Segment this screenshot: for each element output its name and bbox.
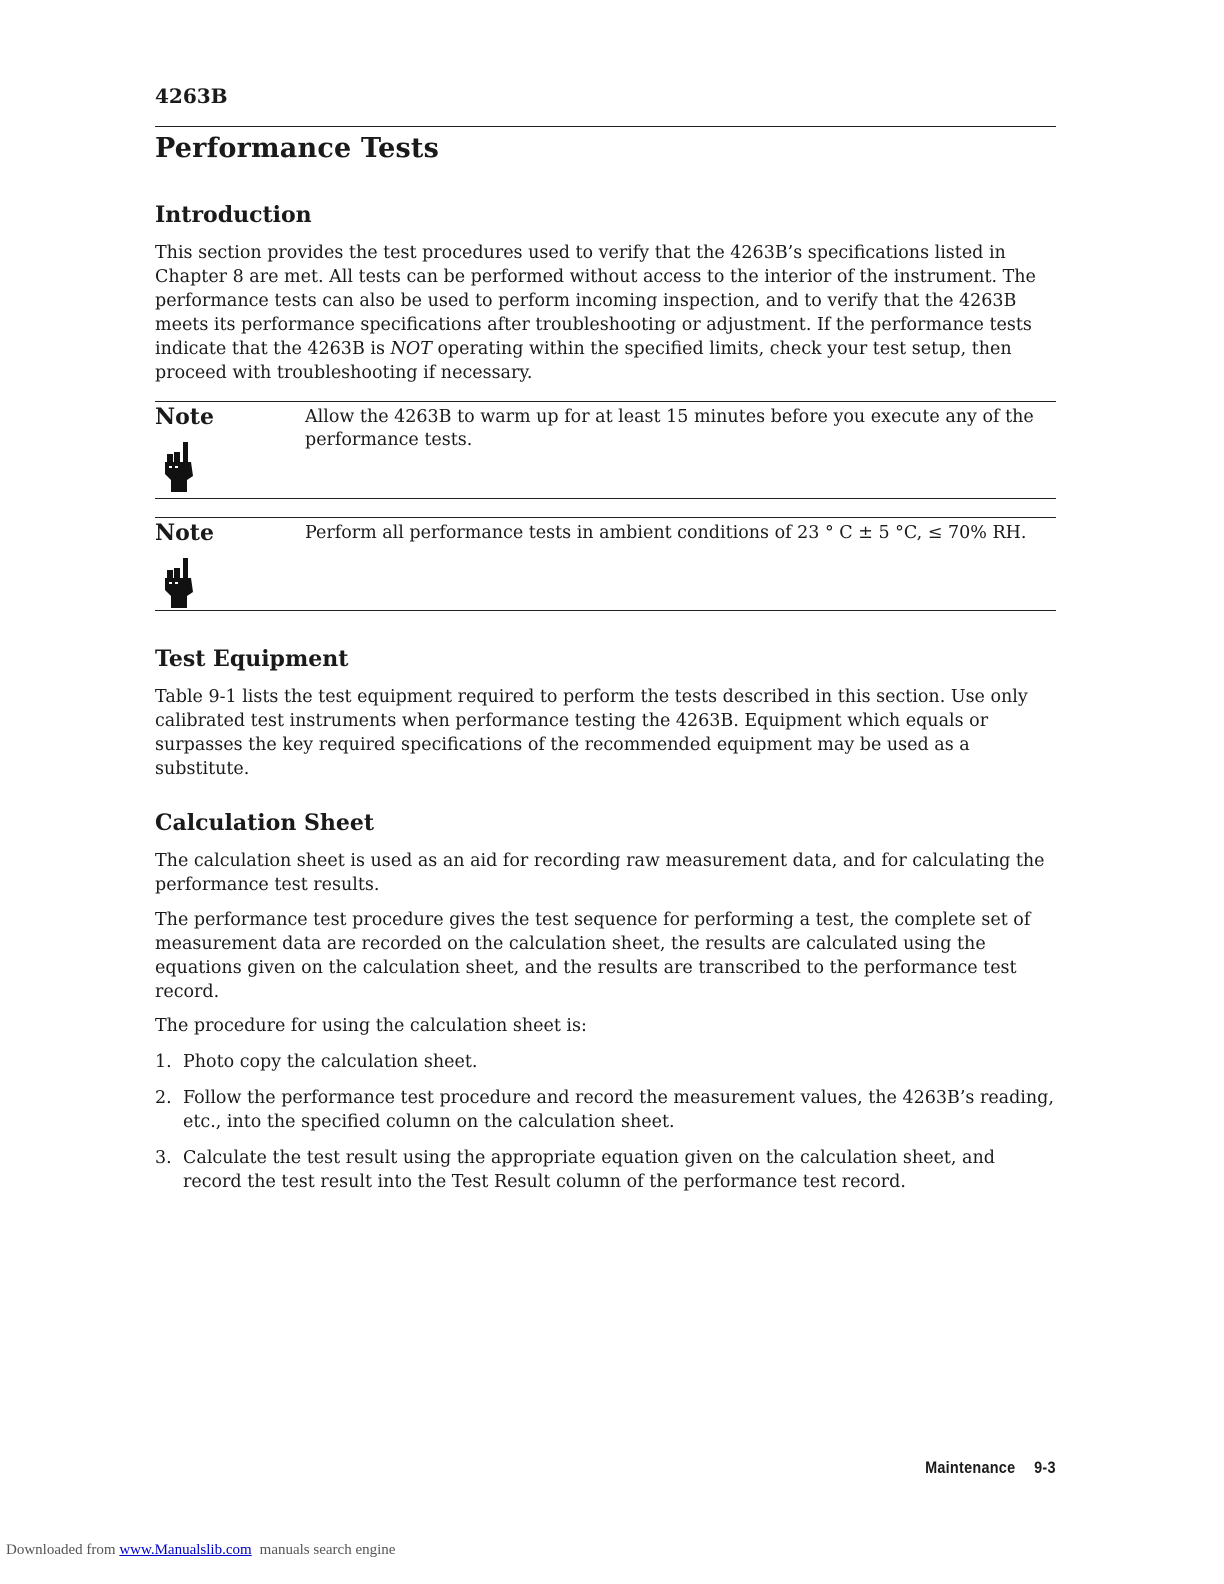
procedure-steps (155, 1050, 1056, 1206)
footer-section: Maintenance (925, 1458, 1016, 1477)
intro-text-end: operating within the specified limits, check your test setup, then proceed with troubleshooting if necessary. (155, 339, 1012, 383)
download-banner (6, 1542, 395, 1559)
step-number: 3. (155, 1148, 172, 1168)
note-box (155, 401, 1056, 499)
step-text: Photo copy the calculation sheet. (183, 1052, 478, 1072)
list-item (155, 1146, 1056, 1194)
page-footer (925, 1458, 1056, 1478)
note-label: Note (155, 520, 214, 546)
pointing-hand-icon (163, 558, 197, 608)
page-title: Performance Tests (155, 133, 439, 164)
manual-page (155, 0, 1056, 1584)
download-prefix: Downloaded from (6, 1542, 116, 1558)
footer-page-number: 9-3 (1034, 1458, 1056, 1477)
step-number: 1. (155, 1052, 172, 1072)
manualslib-link[interactable]: www.Manualslib.com (119, 1542, 252, 1558)
header-rule (155, 126, 1056, 127)
list-item (155, 1050, 1056, 1074)
model-header: 4263B (155, 84, 228, 108)
calc-paragraph: The procedure for using the calculation sheet is: (155, 1016, 587, 1036)
note-label: Note (155, 404, 214, 430)
step-text: Calculate the test result using the appropriate equation given on the calculation sheet, and record the test result into the Test Result column of the performance test record. (183, 1148, 995, 1192)
intro-emphasis: NOT (390, 339, 432, 359)
pointing-hand-icon (163, 442, 197, 492)
test-equipment-paragraph: Table 9-1 lists the test equipment required to perform the tests described in this section. Use only calibrated test instruments when performance testing the 4263B. Equipment which equals or surpasses the key required specifications of the recommended equipment may be used as a substitute. (155, 687, 1028, 779)
list-item (155, 1086, 1056, 1134)
step-text: Follow the performance test procedure and record the measurement values, the 4263B’s reading, etc., into the specified column on the calculation sheet. (183, 1088, 1054, 1132)
note-box (155, 517, 1056, 611)
test-equipment-heading: Test Equipment (155, 646, 349, 672)
note-text: Perform all performance tests in ambient conditions of 23 ° C ± 5 °C, ≤ 70% RH. (305, 523, 1027, 543)
note-text: Allow the 4263B to warm up for at least 15 minutes before you execute any of the performance tests. (305, 407, 1034, 450)
calc-paragraph: The performance test procedure gives the test sequence for performing a test, the complete set of measurement data are recorded on the calculation sheet, the results are calculated using the equations given on the calculation sheet, and the results are transcribed to the performance test record. (155, 910, 1031, 1002)
intro-heading: Introduction (155, 202, 312, 228)
intro-paragraph (155, 241, 1056, 385)
calc-paragraph: The calculation sheet is used as an aid for recording raw measurement data, and for calculating the performance test results. (155, 851, 1045, 895)
step-number: 2. (155, 1088, 172, 1108)
intro-text: This section provides the test procedures used to verify that the 4263B’s specifications listed in Chapter 8 are met. All tests can be performed without access to the interior of the instrument. The performance tests can also be used to perform incoming inspection, and to verify that the 4263B meets its performance specifications after troubleshooting or adjustment. If the performance tests indicate that the 4263B is (155, 243, 1036, 359)
calculation-sheet-heading: Calculation Sheet (155, 810, 375, 836)
download-suffix: manuals search engine (259, 1542, 396, 1558)
